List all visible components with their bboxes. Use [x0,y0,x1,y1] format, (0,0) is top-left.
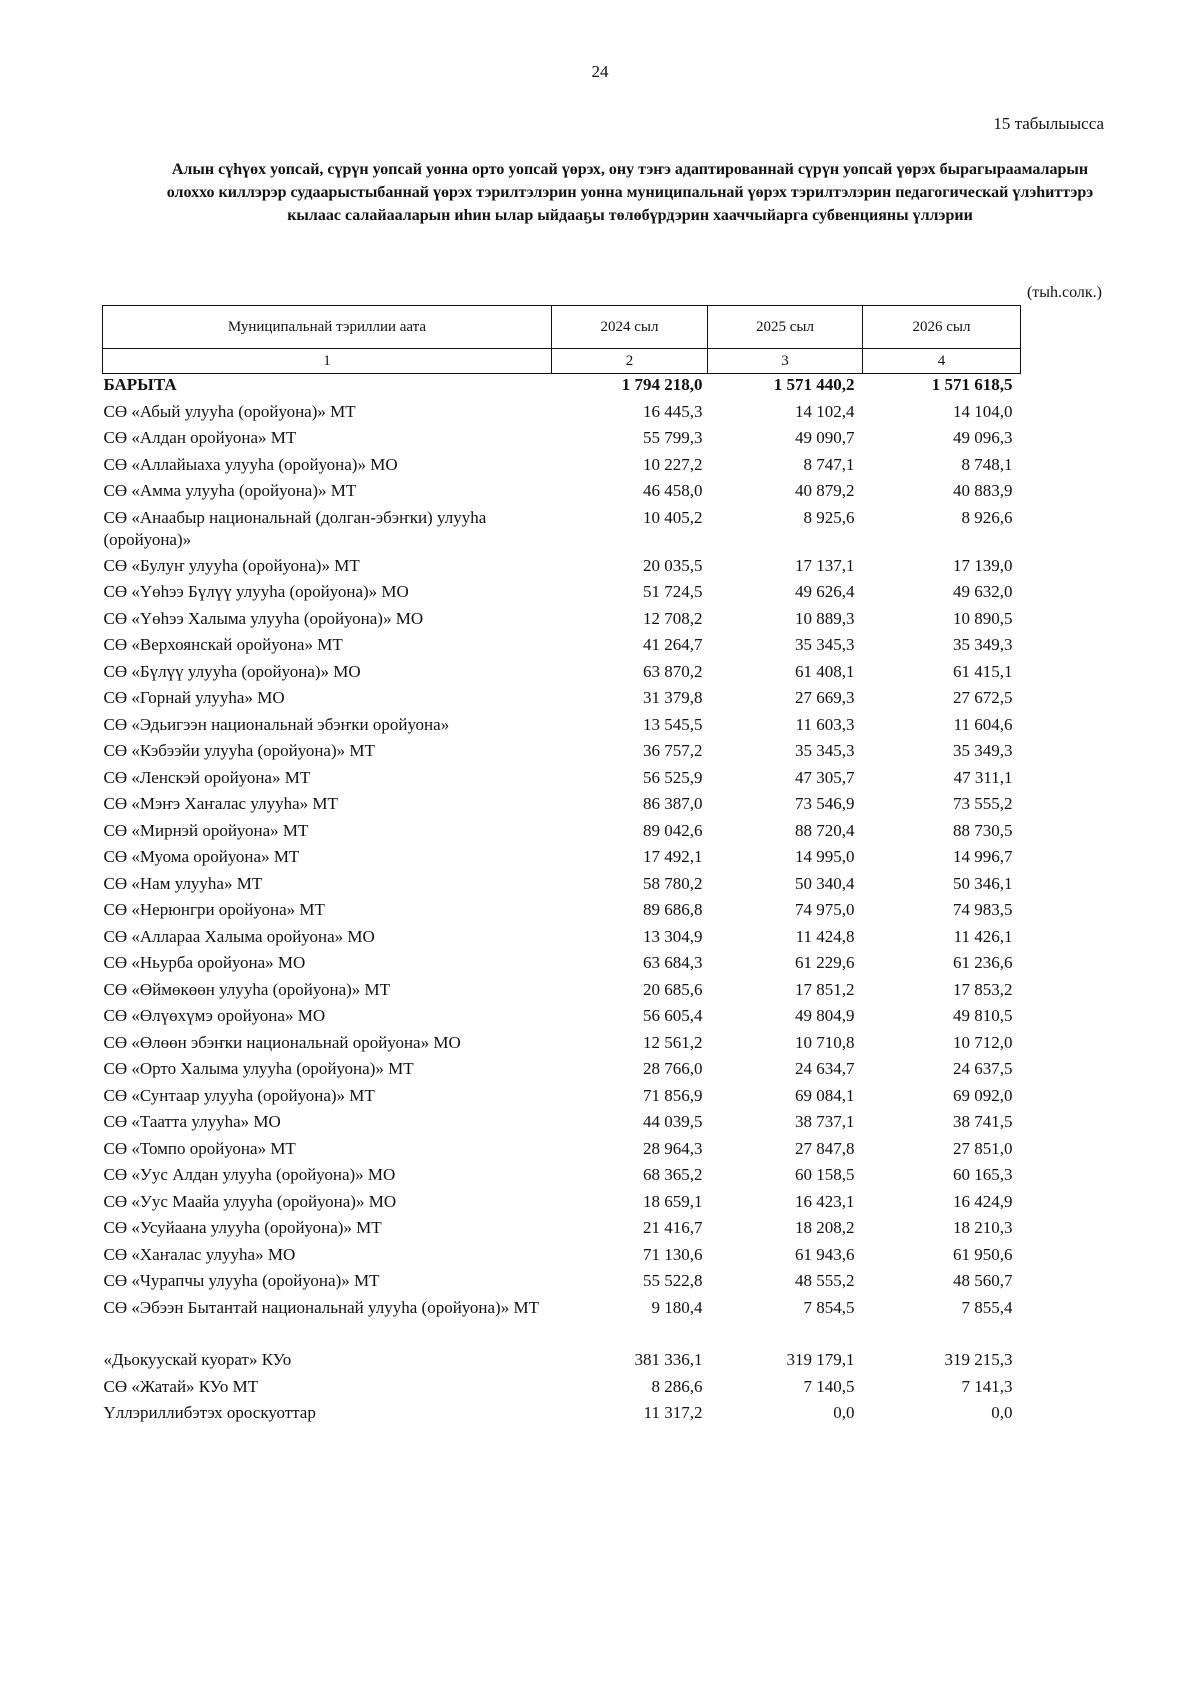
table-row [103,1005,1021,1032]
municipality-name: СӨ «Амма улууһа (оройуона)» МТ [103,481,357,500]
municipality-name: СӨ «Өлөөн эбэҥки национальнай оройуона» МО [103,1032,461,1052]
value-2024: 13 545,5 [643,714,703,734]
value-2025: 27 847,8 [795,1138,855,1158]
table-row [103,427,1021,454]
municipality-name: СӨ «Сунтаар улууһа (оройуона)» МТ [103,1085,375,1105]
value-2025: 35 345,3 [795,635,855,654]
municipality-name: СӨ «Эбээн Бытантай национальнай улууһа (оройуона)» МТ [103,1297,539,1317]
value-2025: 10 889,3 [795,608,855,628]
total-row [103,374,1021,401]
table-row [103,555,1021,582]
value-2025: 8 925,6 [803,507,855,527]
value-2024: 20 685,6 [643,979,703,999]
value-2024: 8 286,6 [651,1376,703,1396]
municipality-name: СӨ «Жатай» КУо МТ [103,1376,259,1396]
table-row [103,661,1021,688]
value-2025: 49 626,4 [795,582,855,601]
value-2025: 60 158,5 [795,1165,855,1184]
value-2024: 44 039,5 [643,1112,703,1131]
table-row [103,1270,1021,1297]
value-2025: 73 546,9 [795,794,855,813]
table-row [103,793,1021,820]
value-2025: 14 102,4 [795,401,855,421]
value-2026: 0,0 [991,1403,1013,1422]
value-2025: 7 140,5 [803,1376,855,1396]
value-2026: 10 712,0 [953,1032,1013,1052]
value-2025: 49 804,9 [795,1006,855,1025]
table-row [103,480,1021,507]
municipality-name: СӨ «Аллараа Халыма оройуона» МО [103,926,375,946]
value-2024: 55 799,3 [643,428,703,447]
value-2025: 69 084,1 [795,1085,855,1105]
value-2026: 48 560,7 [953,1271,1013,1290]
value-2026: 47 311,1 [953,767,1013,787]
municipality-name: СӨ «Ленскэй оройуона» МТ [103,767,311,787]
value-2025: 74 975,0 [795,900,855,919]
municipality-name: СӨ «Чурапчы улууһа (оройуона)» МТ [103,1271,380,1290]
document-title: Алын сүһүөх уопсай, сүрүн уопсай уонна орто уопсай үөрэх, ону тэҥэ адаптированнай сүрүн уопсай үөрэх бырагыраамаларын олоххо киллэрэр судаарыстыбаннай үөрэх тэрилтэлэрин уонна муниципальнай үөрэх тэрилтэлэрин педагогическай үлэһиттэрэ кылаас салайааларын иһин ылар ыйдааҕы төлөбүрдэрин хааччыйарга субвенцияны үллэрии [166,161,1094,224]
value-2024: 86 387,0 [643,794,703,813]
value-2025: 10 710,8 [795,1032,855,1052]
value-2024: 12 561,2 [643,1032,703,1052]
value-2024: 28 964,3 [643,1138,703,1158]
value-2026: 27 851,0 [953,1138,1013,1158]
table-row [103,1297,1021,1324]
value-2024: 36 757,2 [643,741,703,760]
municipality-name: СӨ «Өлүөхүмэ оройуона» МО [103,1006,326,1025]
column-number-row [103,349,1021,374]
value-2026: 35 349,3 [953,635,1013,654]
value-2026: 14 104,0 [953,401,1013,421]
appendix-label: 15 табылыысса [993,114,1104,133]
value-2026: 10 890,5 [953,608,1013,628]
value-2024: 56 525,9 [643,767,703,787]
table-row [103,1138,1021,1165]
header-2025: 2025 сыл [708,306,863,349]
value-2024: 89 042,6 [643,820,703,840]
table-row [103,846,1021,873]
value-2025: 16 423,1 [795,1191,855,1211]
spacer-row [103,1323,1021,1349]
units-label: (тыһ.солк.) [1026,284,1102,301]
value-2025: 17 851,2 [795,979,855,999]
table-row [103,873,1021,900]
total-2026: 1 571 618,5 [931,375,1013,394]
value-2025: 27 669,3 [795,688,855,707]
total-2024: 1 794 218,0 [621,375,703,394]
value-2024: 55 522,8 [643,1271,703,1290]
value-2024: 63 684,3 [643,953,703,972]
value-2025: 61 408,1 [795,661,855,681]
table-row [103,1085,1021,1112]
value-2026: 38 741,5 [953,1112,1013,1131]
value-2026: 17 139,0 [953,555,1013,575]
header-2024: 2024 сыл [552,306,708,349]
value-2024: 89 686,8 [643,900,703,919]
header-municipality: Муниципальнай тэриллии аата [103,306,552,349]
value-2024: 56 605,4 [643,1006,703,1025]
municipality-name: СӨ «Орто Халыма улууһа (оройуона)» МТ [103,1059,414,1078]
value-2026: 8 926,6 [961,507,1013,527]
value-2026: 18 210,3 [953,1218,1013,1237]
table-row [103,740,1021,767]
municipality-name: СӨ «Абый улууһа (оройуона)» МТ [103,401,356,421]
value-2026: 73 555,2 [953,794,1013,813]
value-2026: 27 672,5 [953,688,1013,707]
value-2026: 60 165,3 [953,1165,1013,1184]
value-2026: 7 141,3 [961,1376,1013,1396]
table-row [103,1402,1021,1429]
value-2025: 14 995,0 [795,847,855,866]
value-2024: 17 492,1 [643,847,703,866]
value-2026: 61 415,1 [953,661,1013,681]
table-row [103,714,1021,741]
value-2024: 63 870,2 [643,661,703,681]
value-2025: 48 555,2 [795,1271,855,1290]
table-row [103,454,1021,481]
value-2024: 51 724,5 [643,582,703,601]
municipality-name: СӨ «Алдан оройуона» МТ [103,428,297,447]
value-2025: 35 345,3 [795,741,855,760]
value-2026: 24 637,5 [953,1059,1013,1078]
value-2026: 16 424,9 [953,1191,1013,1211]
value-2025: 40 879,2 [795,481,855,500]
column-number: 4 [863,349,1021,374]
table-row [103,1244,1021,1271]
value-2025: 7 854,5 [803,1297,855,1317]
table-row [103,401,1021,428]
municipality-name: СӨ «Усуйаана улууһа (оройуона)» МТ [103,1218,382,1237]
value-2026: 8 748,1 [961,454,1013,474]
value-2024: 28 766,0 [643,1059,703,1078]
value-2025: 0,0 [833,1403,855,1422]
value-2025: 47 305,7 [795,767,855,787]
value-2024: 41 264,7 [643,635,703,654]
table-body [103,374,1021,1429]
municipality-name: СӨ «Нерюнгри оройуона» МТ [103,900,325,919]
municipality-name: СӨ «Томпо оройуона» МТ [103,1138,296,1158]
header-2026: 2026 сыл [863,306,1021,349]
municipality-name: СӨ «Бүлүү улууһа (оройуона)» МО [103,661,361,681]
value-2024: 9 180,4 [651,1297,703,1317]
value-2024: 18 659,1 [643,1191,703,1211]
value-2024: 381 336,1 [634,1350,703,1369]
table-header-row [103,306,1021,349]
value-2025: 50 340,4 [795,873,855,893]
value-2025: 17 137,1 [795,555,855,575]
value-2024: 21 416,7 [643,1218,703,1237]
value-2026: 40 883,9 [953,481,1013,500]
value-2025: 88 720,4 [795,820,855,840]
table-row [103,1191,1021,1218]
column-number: 1 [103,349,552,374]
municipality-name: СӨ «Горнай улууһа» МО [103,688,285,707]
value-2026: 49 810,5 [953,1006,1013,1025]
value-2026: 7 855,4 [961,1297,1013,1317]
value-2025: 38 737,1 [795,1112,855,1131]
value-2025: 24 634,7 [795,1059,855,1078]
municipality-name: СӨ «Аллайыаха улууһа (оройуона)» МО [103,454,398,474]
subvention-table [102,305,1021,1429]
value-2024: 13 304,9 [643,926,703,946]
column-number: 2 [552,349,708,374]
value-2025: 49 090,7 [795,428,855,447]
municipality-name: СӨ «Эдьигээн национальнай эбэҥки оройуона» [103,714,450,734]
value-2026: 11 426,1 [953,926,1013,946]
value-2026: 88 730,5 [953,820,1013,840]
value-2024: 58 780,2 [643,873,703,893]
table-row [103,1032,1021,1059]
value-2024: 10 227,2 [643,454,703,474]
value-2025: 11 603,3 [795,714,855,734]
value-2024: 68 365,2 [643,1165,703,1184]
table-row [103,1376,1021,1403]
municipality-name: СӨ «Өймөкөөн улууһа (оройуона)» МТ [103,979,391,999]
table-row [103,952,1021,979]
spacer-cell [103,1323,1021,1349]
value-2024: 16 445,3 [643,401,703,421]
municipality-name: СӨ «Үөһээ Халыма улууһа (оройуона)» МО [103,608,424,628]
municipality-name: СӨ «Нам улууһа» МТ [103,873,263,893]
table-row [103,507,1021,555]
value-2026: 61 950,6 [953,1244,1013,1264]
municipality-name: «Дьокуускай куорат» КУо [103,1350,292,1369]
value-2025: 319 179,1 [786,1350,855,1369]
table-row [103,767,1021,794]
value-2026: 11 604,6 [953,714,1013,734]
municipality-name: СӨ «Уус Маайа улууһа (оройуона)» МО [103,1191,397,1211]
value-2024: 71 130,6 [643,1244,703,1264]
municipality-name: СӨ «Мирнэй оройуона» МТ [103,820,309,840]
table-row [103,1111,1021,1138]
value-2026: 17 853,2 [953,979,1013,999]
municipality-name: СӨ «Булуҥ улууһа (оройуона)» МТ [103,555,360,575]
value-2024: 46 458,0 [643,481,703,500]
table-row [103,820,1021,847]
value-2024: 10 405,2 [643,507,703,527]
value-2026: 49 632,0 [953,582,1013,601]
total-2025: 1 571 440,2 [773,375,855,394]
page-number: 24 [591,62,609,81]
table-row [103,1058,1021,1085]
table-row [103,1164,1021,1191]
value-2026: 14 996,7 [953,847,1013,866]
municipality-name: СӨ «Уус Алдан улууһа (оройуона)» МО [103,1165,396,1184]
municipality-name: Үллэриллибэтэх ороскуоттар [103,1403,316,1422]
value-2025: 18 208,2 [795,1218,855,1237]
municipality-name: СӨ «Ньурба оройуона» МО [103,953,306,972]
table-row [103,979,1021,1006]
municipality-name: СӨ «Хаҥалас улууһа» МО [103,1244,296,1264]
table-row [103,1217,1021,1244]
column-number: 3 [708,349,863,374]
table-row [103,608,1021,635]
table-row [103,899,1021,926]
table-row [103,687,1021,714]
value-2024: 11 317,2 [643,1403,703,1422]
table-row [103,1349,1021,1376]
value-2026: 69 092,0 [953,1085,1013,1105]
value-2024: 71 856,9 [643,1085,703,1105]
municipality-name: СӨ «Таатта улууһа» МО [103,1112,281,1131]
value-2026: 35 349,3 [953,741,1013,760]
value-2025: 61 943,6 [795,1244,855,1264]
municipality-name: СӨ «Верхоянскай оройуона» МТ [103,635,343,654]
value-2026: 50 346,1 [953,873,1013,893]
municipality-name: СӨ «Кэбээйи улууһа (оройуона)» МТ [103,741,375,760]
value-2024: 20 035,5 [643,555,703,575]
total-label: БАРЫТА [103,375,177,394]
value-2026: 61 236,6 [953,953,1013,972]
value-2026: 319 215,3 [944,1350,1013,1369]
municipality-name: СӨ «Муома оройуона» МТ [103,847,300,866]
value-2026: 49 096,3 [953,428,1013,447]
municipality-name: СӨ «Анаабыр национальнай (долган-эбэҥки) улууһа (оройуона)» [103,507,487,549]
municipality-name: СӨ «Үөһээ Бүлүү улууһа (оройуона)» МО [103,582,409,601]
table-row [103,634,1021,661]
value-2024: 31 379,8 [643,688,703,707]
value-2024: 12 708,2 [643,608,703,628]
value-2025: 8 747,1 [803,454,855,474]
value-2025: 11 424,8 [795,926,855,946]
table-row [103,581,1021,608]
value-2025: 61 229,6 [795,953,855,972]
municipality-name: СӨ «Мэҥэ Хаҥалас улууһа» МТ [103,794,338,813]
table-row [103,926,1021,953]
value-2026: 74 983,5 [953,900,1013,919]
